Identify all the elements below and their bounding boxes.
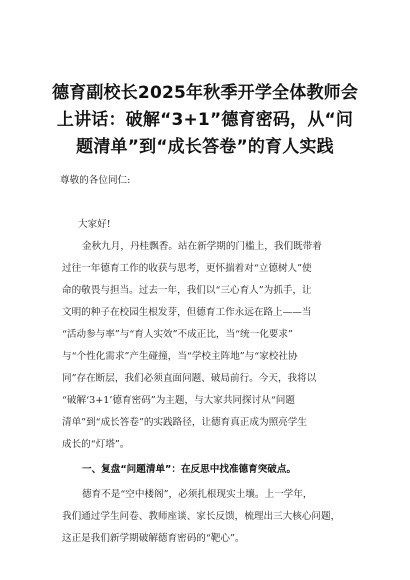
paragraph-line: 文明的种子在校园生根发芽，但德育工作永远在路上——当 (62, 307, 312, 318)
paragraph-line: “活动参与率”与“育人实效”不成正比，当“统一化要求” (62, 329, 293, 340)
salutation: 尊敬的各位同仁: (60, 175, 131, 186)
section-heading: 一、复盘“问题清单”：在反思中找准德育突破点。 (82, 464, 297, 475)
paragraph-line: 金秋九月，丹桂飘香。站在新学期的门槛上，我们既带着 (82, 241, 322, 252)
paragraph-line: 清单”到“成长答卷”的实践路径，让德育真正成为照亮学生 (62, 417, 307, 428)
paragraph-line: 过往一年德育工作的收获与思考，更怀揣着对“立德树人”使 (62, 263, 312, 274)
paragraph-line: 这正是我们新学期破解德育密码的“靶心”。 (62, 533, 245, 544)
paragraph-line: 同”存在断层，我们必须直面问题、破局前行。今天，我将以 (62, 373, 317, 384)
paragraph-line: 成长的“灯塔”。 (62, 439, 130, 450)
paragraph-line: 德育不是“空中楼阁”，必须扎根现实土壤。上一学年， (82, 489, 313, 500)
paragraph-line: 我们通过学生问卷、教师座谈、家长反馈，梳理出三大核心问题， (62, 511, 341, 522)
paragraph-line: 与“个性化需求”产生碰撞，当“学校主阵地”与“家校社协 (62, 351, 298, 362)
title-line: 题清单”到“成长答卷”的育人实践 (76, 137, 334, 157)
document-title (40, 80, 370, 161)
paragraph-line: “破解‘3+1’德育密码”为主题，与大家共同探讨从“问题 (62, 395, 295, 406)
greeting: 大家好! (78, 219, 111, 230)
title-line: 德育副校长2025年秋季开学全体教师会 (51, 83, 359, 103)
paragraph-line: 命的敬畏与担当。过去一年，我们以“三心育人”为抓手，让 (62, 285, 312, 296)
title-line: 上讲话：破解“3+1”德育密码，从“问 (56, 110, 354, 130)
